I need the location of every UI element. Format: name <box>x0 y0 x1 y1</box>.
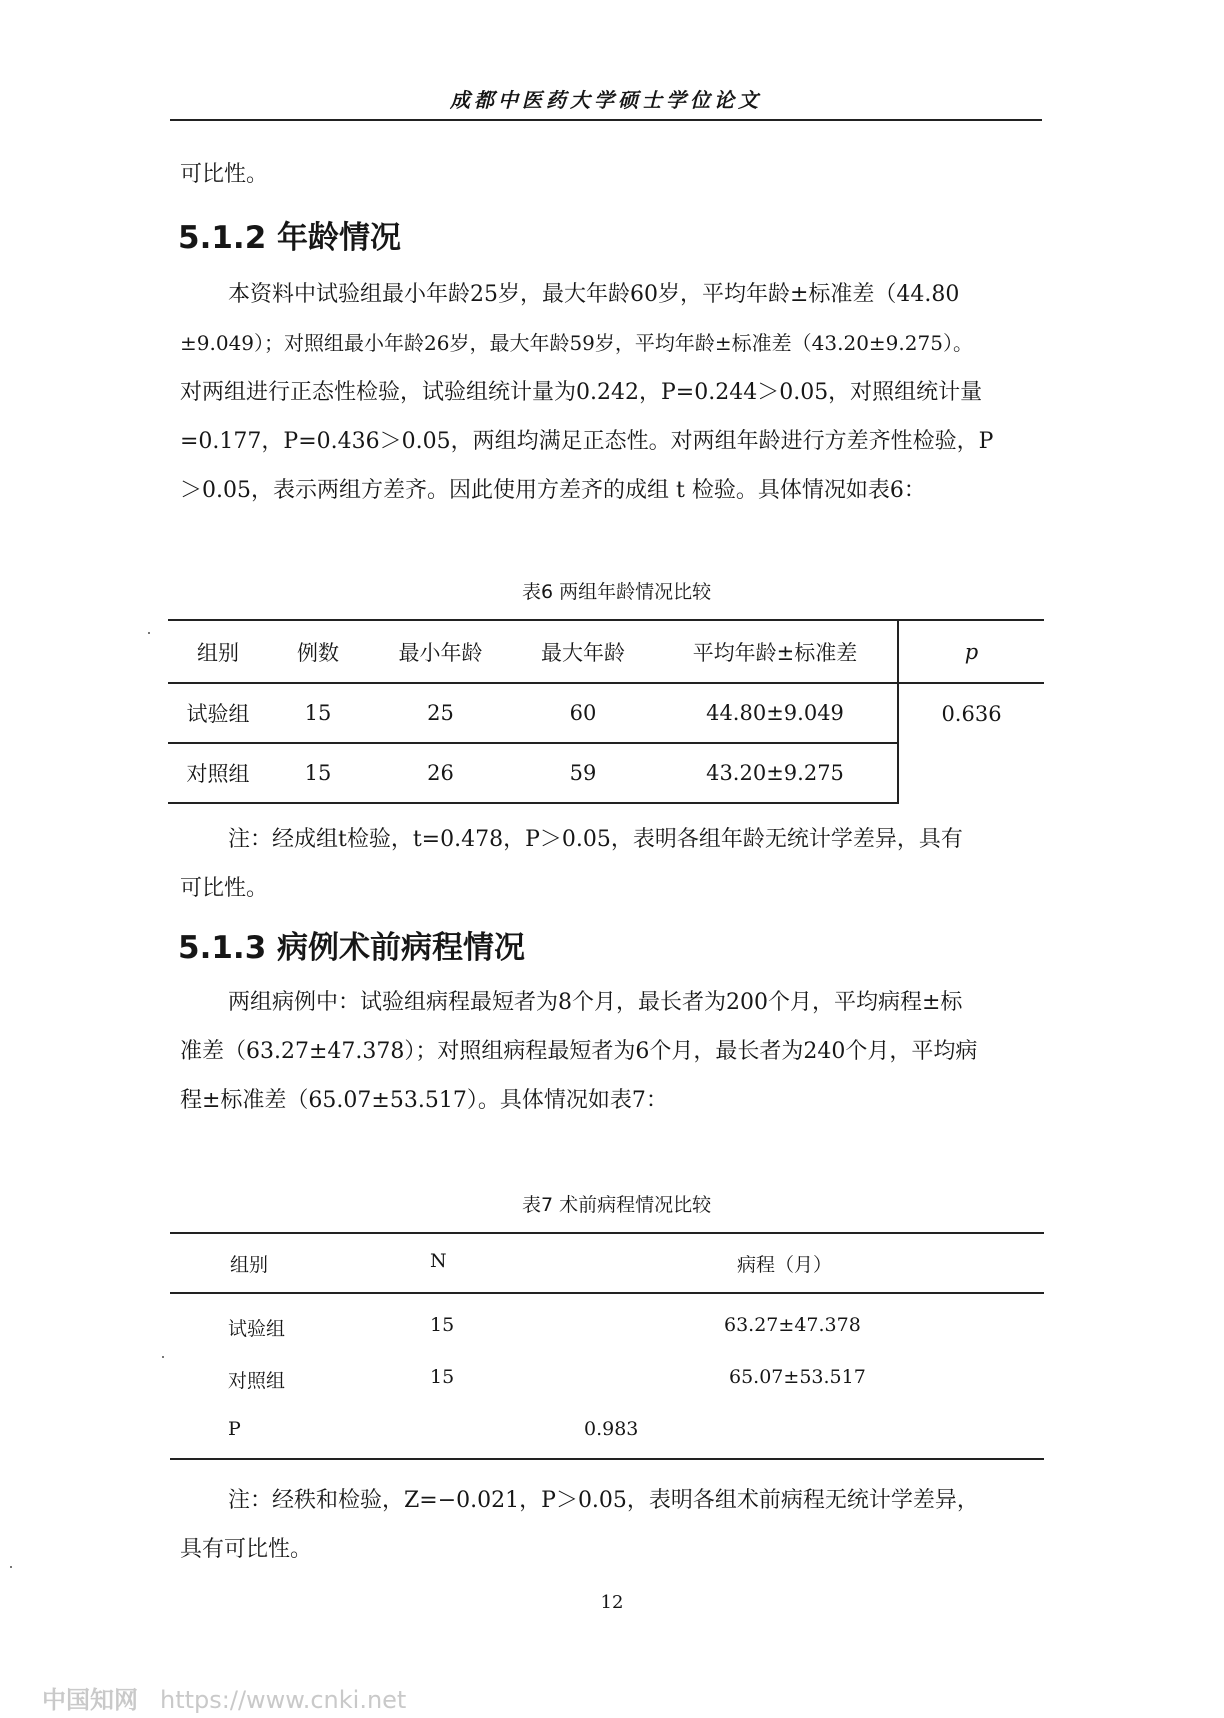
para-line: 对两组进行正态性检验，试验组统计量为0.242，P=0.244＞0.05，对照组统计量 <box>180 380 983 405</box>
table7-header-cell: 病程（月） <box>737 1254 833 1276</box>
para-line: ＞0.05，表示两组方差齐。因此使用方差齐的成组 t 检验。具体情况如表6： <box>180 478 926 503</box>
note-line: 注：经成组t检验，t=0.478，P＞0.05，表明各组年龄无统计学差异，具有 <box>228 827 963 852</box>
table-row <box>168 683 1044 743</box>
para-line: 两组病例中：试验组病程最短者为8个月，最长者为200个月，平均病程±标 <box>228 990 963 1015</box>
thesis-header: 成都中医药大学硕士学位论文 <box>450 88 762 112</box>
table6-cell: 43.20±9.275 <box>653 743 898 803</box>
table6-header-cell: 例数 <box>268 620 368 683</box>
scan-speck <box>162 1356 164 1358</box>
table6-cell: 26 <box>368 743 513 803</box>
table6-header-cell: 最大年龄 <box>513 620 653 683</box>
table6-header-row <box>168 620 1044 683</box>
table7-header-cell: 组别 <box>230 1254 269 1276</box>
table6-cell: 对照组 <box>168 743 268 803</box>
para-line: ±9.049）；对照组最小年龄26岁，最大年龄59岁，平均年龄±标准差（43.20±9.275）。 <box>180 331 973 355</box>
table6-cell: 25 <box>427 701 454 725</box>
table7-header-cell: N <box>430 1250 447 1272</box>
scan-speck <box>10 1566 12 1568</box>
table6-header-cell: p <box>898 620 1044 683</box>
header-rule <box>170 119 1042 121</box>
table6-cell: 44.80±9.049 <box>706 701 844 725</box>
cnki-watermark <box>42 1680 406 1715</box>
table7-p-value: 0.983 <box>584 1418 639 1440</box>
note-line: 可比性。 <box>180 876 269 901</box>
para-line: 准差（63.27±47.378）；对照组病程最短者为6个月，最长者为240个月，平均病 <box>180 1039 978 1064</box>
table6-caption: 表6 两组年龄情况比较 <box>522 581 712 603</box>
table6-header-cell: 平均年龄±标准差 <box>653 620 898 683</box>
table6-cell: 15 <box>304 701 332 725</box>
table7-cell: 15 <box>430 1314 455 1336</box>
watermark-url: https://www.cnki.net <box>160 1686 407 1714</box>
note-line: 注：经秩和检验，Z=−0.021，P＞0.05，表明各组术前病程无统计学差异， <box>228 1488 979 1513</box>
para-line: 本资料中试验组最小年龄25岁，最大年龄60岁，平均年龄±标准差（44.80 <box>228 282 960 307</box>
table6-cell: 59 <box>513 743 653 803</box>
table7-header-rule <box>170 1292 1044 1294</box>
table6-p-value: 0.636 <box>898 683 1044 803</box>
table7-cell: 15 <box>430 1366 455 1388</box>
table7-bottom-rule <box>170 1458 1044 1460</box>
table6-cell: 试验组 <box>186 702 250 726</box>
table6 <box>168 619 1044 804</box>
table7-top-rule <box>170 1232 1044 1234</box>
table6-header-cell: 组别 <box>168 620 268 683</box>
para-line: 程±标准差（65.07±53.517）。具体情况如表7： <box>180 1088 668 1113</box>
page-number: 12 <box>600 1592 624 1613</box>
table6-cell: 15 <box>268 743 368 803</box>
table7-cell: 对照组 <box>228 1370 286 1392</box>
para-line: =0.177，P=0.436＞0.05，两组均满足正态性。对两组年龄进行方差齐性检验，P <box>180 429 994 454</box>
table6-header-cell: 最小年龄 <box>368 620 513 683</box>
table7-cell: 63.27±47.378 <box>724 1314 861 1336</box>
table7-caption: 表7 术前病程情况比较 <box>522 1194 712 1216</box>
table7-cell: 65.07±53.517 <box>729 1366 866 1388</box>
table7-cell: 试验组 <box>228 1318 286 1340</box>
scan-speck <box>148 632 150 634</box>
watermark-brand: 中国知网 <box>42 1686 138 1714</box>
table7-p-label: P <box>228 1418 241 1440</box>
intro-tail: 可比性。 <box>180 162 269 187</box>
note-line: 具有可比性。 <box>180 1537 313 1562</box>
section-heading-5-1-3: 5.1.3 病例术前病程情况 <box>178 930 526 966</box>
section-heading-5-1-2: 5.1.2 年龄情况 <box>178 220 402 256</box>
table6-cell: 60 <box>569 701 597 725</box>
